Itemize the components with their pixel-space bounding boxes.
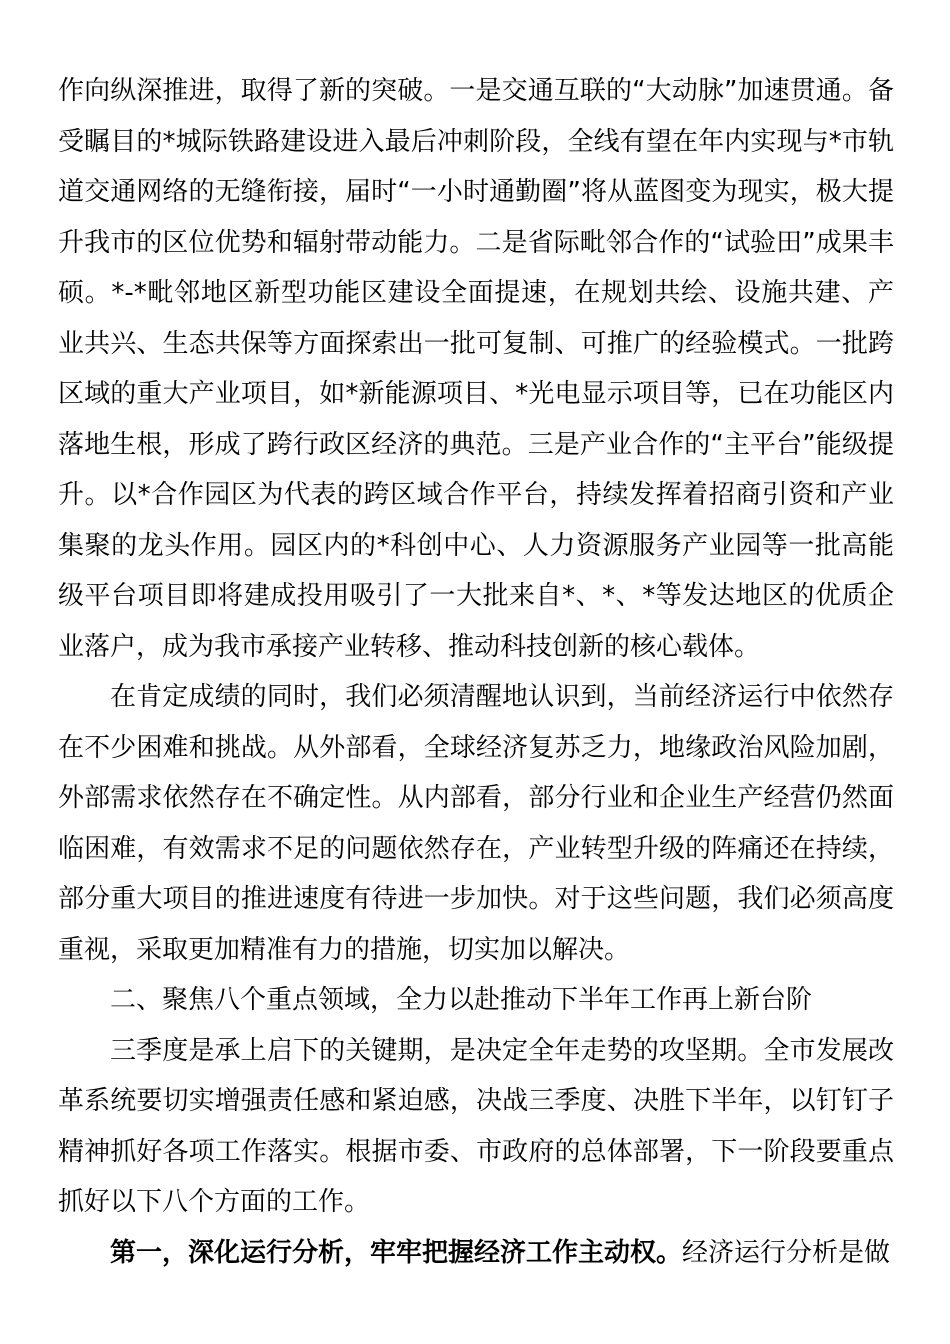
section-heading: 二、聚焦八个重点领域，全力以赴推动下半年工作再上新台阶 (110, 985, 813, 1015)
first-point-lead: 第一，深化运行分析，牢牢把握经济工作主动权。 (110, 1237, 683, 1268)
paragraph-first-point (58, 1228, 894, 1279)
paragraph-challenges: 在肯定成绩的同时，我们必须清醒地认识到，当前经济运行中依然存在不少困难和挑战。从外部看，全球经济复苏乏力，地缘政治风险加剧，外部需求依然存在不确定性。从内部看，部分行业和企业生产经营仍然面临困难，有效需求不足的问题依然存在，产业转型升级的阵痛还在持续，部分重大项目的推进速度有待进一步加快。对于这些问题，我们必须高度重视，采取更加精准有力的措施，切实加以解决。 (58, 682, 894, 965)
paragraph-third-quarter: 三季度是承上启下的关键期，是决定全年走势的攻坚期。全市发展改革系统要切实增强责任感和紧迫感，决战三季度、决胜下半年，以钉钉子精神抓好各项工作落实。根据市委、市政府的总体部署，下一阶段要重点抓好以下八个方面的工作。 (58, 1035, 894, 1217)
document-page (58, 66, 894, 1278)
paragraph-continuation: 作向纵深推进，取得了新的突破。一是交通互联的“大动脉”加速贯通。备受瞩目的*城际铁路建设进入最后冲刺阶段，全线有望在年内实现与*市轨道交通网络的无缝衔接，届时“一小时通勤圈”将从蓝图变为现实，极大提升我市的区位优势和辐射带动能力。二是省际毗邻合作的“试验田”成果丰硕。*-*毗邻地区新型功能区建设全面提速，在规划共绘、设施共建、产业共兴、生态共保等方面探索出一批可复制、可推广的经验模式。一批跨区域的重大产业项目，如*新能源项目、*光电显示项目等，已在功能区内落地生根，形成了跨行政区经济的典范。三是产业合作的“主平台”能级提升。以*合作园区为代表的跨区域合作平台，持续发挥着招商引资和产业集聚的龙头作用。园区内的*科创中心、人力资源服务产业园等一批高能级平台项目即将建成投用吸引了一大批来自*、*、*等发达地区的优质企业落户，成为我市承接产业转移、推动科技创新的核心载体。 (58, 76, 894, 662)
first-point-text: 经济运行分析是做 (682, 1237, 891, 1268)
